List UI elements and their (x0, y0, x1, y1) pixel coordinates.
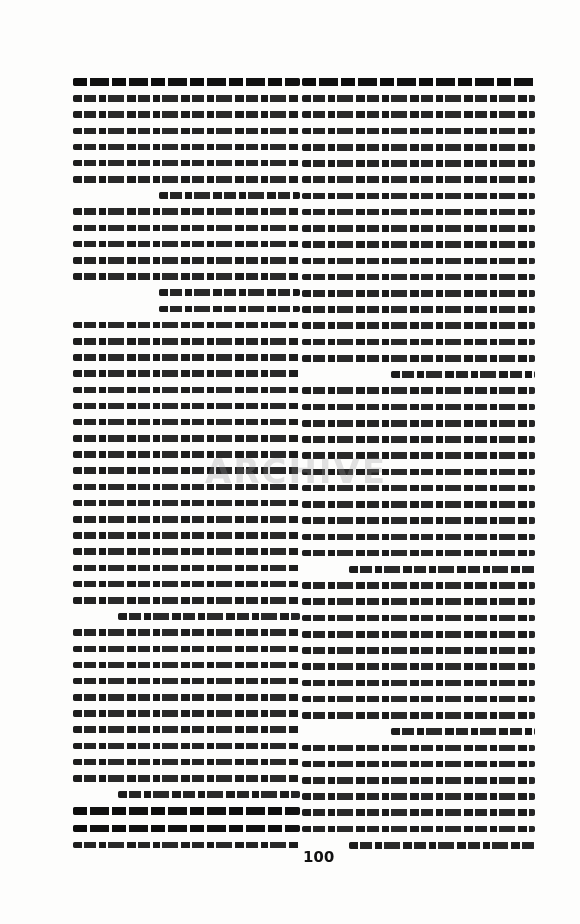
text-column-right (302, 78, 535, 858)
text-line (302, 615, 535, 622)
text-line (302, 598, 535, 605)
text-line (73, 403, 300, 410)
text-line (73, 144, 300, 151)
text-line (302, 225, 535, 232)
text-line (302, 128, 535, 135)
text-line (302, 78, 535, 86)
text-line (302, 647, 535, 654)
text-line (73, 176, 300, 183)
text-line (73, 629, 300, 636)
text-line (159, 192, 300, 199)
text-line (73, 532, 300, 539)
text-line (349, 842, 535, 849)
text-line (302, 339, 535, 346)
text-line (302, 777, 535, 784)
text-line (302, 452, 535, 459)
text-line (73, 370, 300, 377)
text-line (302, 193, 535, 200)
text-line (302, 160, 535, 167)
text-line (118, 613, 300, 620)
text-line (73, 759, 300, 766)
text-line (73, 78, 300, 86)
text-line (118, 791, 300, 798)
text-line (73, 273, 300, 280)
text-line (73, 678, 300, 685)
text-line (302, 290, 535, 297)
text-line (73, 128, 300, 135)
text-line (73, 111, 300, 118)
text-line (302, 793, 535, 800)
text-line (302, 258, 535, 265)
text-column-left (73, 78, 300, 858)
text-line (159, 289, 300, 296)
text-line (302, 241, 535, 248)
text-line (73, 842, 300, 849)
text-line (73, 241, 300, 248)
text-line (73, 646, 300, 653)
text-line (73, 581, 300, 588)
text-line (73, 257, 300, 264)
text-line (302, 631, 535, 638)
text-line (73, 565, 300, 572)
text-line (302, 176, 535, 183)
text-line (73, 484, 300, 491)
text-line (73, 516, 300, 523)
text-line (302, 761, 535, 768)
archive-watermark: ARCHIVE (205, 452, 388, 492)
text-line (73, 807, 300, 815)
text-line (302, 712, 535, 719)
text-line (302, 469, 535, 476)
text-line (302, 420, 535, 427)
text-line (302, 534, 535, 541)
text-line (73, 743, 300, 750)
text-line (302, 485, 535, 492)
text-line (73, 694, 300, 701)
text-line (73, 160, 300, 167)
text-line (159, 306, 300, 313)
text-line (302, 517, 535, 524)
text-line (302, 680, 535, 687)
text-line (302, 322, 535, 329)
text-line (73, 95, 300, 102)
text-line (302, 436, 535, 443)
text-line (73, 419, 300, 426)
text-line (349, 566, 535, 573)
text-line (73, 825, 300, 833)
text-line (73, 435, 300, 442)
text-line (302, 582, 535, 589)
text-line (302, 745, 535, 752)
text-line (391, 728, 535, 735)
text-line (73, 775, 300, 782)
text-line (73, 710, 300, 717)
text-line (73, 354, 300, 361)
text-line (302, 209, 535, 216)
text-line (73, 726, 300, 733)
text-line (73, 225, 300, 232)
text-line (302, 550, 535, 557)
text-line (73, 322, 300, 329)
text-line (302, 387, 535, 394)
text-line (73, 338, 300, 345)
text-line (302, 306, 535, 313)
text-line (302, 111, 535, 118)
text-line (302, 501, 535, 508)
text-line (73, 467, 300, 474)
text-line (73, 662, 300, 669)
text-line (302, 274, 535, 281)
text-line (73, 451, 300, 458)
text-line (302, 696, 535, 703)
text-line (73, 387, 300, 394)
page-number: 100 (303, 848, 335, 866)
text-line (302, 144, 535, 151)
text-line (391, 371, 535, 378)
text-line (302, 809, 535, 816)
text-line (73, 597, 300, 604)
text-line (302, 404, 535, 411)
text-line (73, 500, 300, 507)
text-line (73, 208, 300, 215)
text-line (73, 548, 300, 555)
text-line (302, 826, 535, 833)
text-line (302, 663, 535, 670)
text-line (302, 355, 535, 362)
text-line (302, 95, 535, 102)
